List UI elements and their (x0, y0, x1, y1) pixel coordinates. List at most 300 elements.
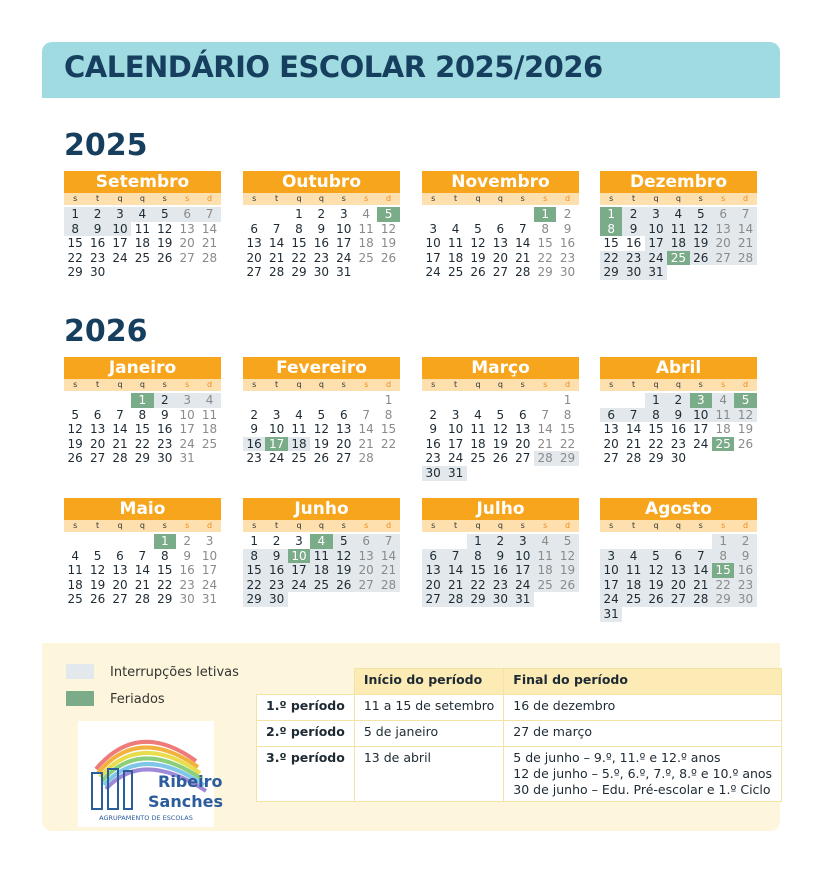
interruption-day: 22 (712, 578, 734, 593)
periods-header-blank (257, 669, 355, 695)
day-cell: 23 (425, 451, 441, 466)
day-cell: 6 (339, 407, 348, 422)
interruption-day: 14 (734, 222, 756, 237)
weekday-label: s (543, 521, 548, 530)
day-cell: 31 (179, 451, 195, 466)
interruption-day: 2 (86, 207, 108, 222)
empty-cell (310, 393, 332, 408)
interruption-day: 29 (243, 592, 265, 607)
weekday-label: s (609, 380, 614, 389)
weekday-label: s (364, 521, 369, 530)
interruption-day: 26 (333, 578, 355, 593)
interruption-day: 11 (310, 549, 332, 564)
weekday-label: d (565, 521, 571, 530)
holiday-day: 1 (600, 207, 622, 222)
day-cell: 5 (71, 407, 80, 422)
day-cell: 14 (268, 236, 285, 251)
day-cell: 28 (112, 451, 128, 466)
day-cell: 25 (470, 451, 486, 466)
weekday-label: q (497, 380, 503, 389)
day-cell: 21 (268, 250, 285, 265)
interruption-day: 15 (467, 563, 489, 578)
day-cell: 30 (559, 265, 576, 280)
interruption-day: 19 (333, 563, 355, 578)
day-cell: 8 (295, 221, 303, 236)
day-cell: 22 (537, 250, 553, 265)
legend-holidays-swatch (66, 691, 94, 706)
day-cell: 13 (246, 236, 262, 251)
interruption-day: 9 (622, 222, 644, 237)
day-cell: 9 (160, 407, 169, 422)
interruption-day: 7 (622, 408, 644, 423)
day-cell: 15 (380, 422, 397, 437)
interruption-day: 5 (690, 207, 712, 222)
periods-table (256, 668, 782, 802)
empty-cell (645, 534, 667, 549)
interruption-day: 13 (422, 563, 444, 578)
day-cell: 11 (470, 422, 486, 437)
month-calendar (600, 357, 757, 466)
holiday-day: 1 (154, 534, 176, 549)
weekday-label: q (318, 380, 324, 389)
empty-cell (355, 393, 377, 408)
weekday-label: d (743, 521, 749, 530)
interruption-day: 6 (176, 207, 198, 222)
periods-header-end: Final do período (504, 669, 782, 695)
interruption-day: 24 (600, 592, 622, 607)
empty-cell (600, 393, 622, 408)
interruption-day: 2 (667, 393, 689, 408)
day-grid (422, 393, 579, 481)
day-cell: 18 (715, 422, 731, 437)
weekday-label: q (675, 380, 681, 389)
day-cell: 16 (157, 422, 173, 437)
day-cell: 12 (89, 563, 106, 578)
interruption-day: 28 (734, 251, 756, 266)
weekday-label: q (653, 380, 659, 389)
empty-cell (467, 393, 489, 408)
interruption-day: 12 (556, 549, 578, 564)
day-cell: 23 (313, 250, 329, 265)
day-cell: 1 (563, 393, 572, 407)
weekday-header (243, 520, 400, 532)
day-cell: 18 (358, 236, 374, 251)
weekday-label: d (743, 380, 749, 389)
empty-cell (422, 207, 444, 222)
interruption-day: 27 (712, 251, 734, 266)
month-name: Abril (600, 357, 757, 379)
period-row (257, 747, 782, 802)
day-cell: 29 (157, 592, 173, 607)
empty-cell (64, 393, 86, 408)
day-cell: 15 (537, 236, 553, 251)
day-cell: 24 (425, 265, 441, 280)
day-cell: 14 (625, 422, 642, 437)
day-cell: 24 (179, 436, 195, 451)
interruption-day: 27 (422, 592, 444, 607)
day-cell: 28 (201, 250, 218, 265)
day-cell: 23 (179, 577, 195, 592)
day-cell: 28 (134, 592, 150, 607)
empty-cell (444, 207, 466, 222)
interruption-day: 1 (64, 207, 86, 222)
interruption-day: 28 (377, 578, 399, 593)
day-cell: 16 (313, 236, 329, 251)
day-cell: 26 (157, 250, 173, 265)
holiday-day: 1 (534, 207, 556, 222)
weekday-header (600, 193, 757, 205)
holiday-day: 5 (734, 393, 756, 408)
day-cell: 7 (138, 548, 147, 563)
day-cell: 4 (474, 407, 482, 422)
day-cell: 10 (268, 422, 285, 437)
day-cell: 11 (134, 221, 150, 236)
interruption-day: 9 (489, 549, 511, 564)
day-cell: 6 (250, 221, 259, 236)
year-heading-2025: 2025 (64, 128, 148, 163)
day-cell: 22 (134, 436, 150, 451)
interruption-day: 25 (534, 578, 556, 593)
weekday-label: s (431, 380, 436, 389)
interruption-day: 18 (534, 563, 556, 578)
weekday-label: s (543, 194, 548, 203)
day-cell: 21 (625, 436, 642, 451)
month-calendar (243, 171, 400, 280)
interruption-day: 24 (512, 578, 534, 593)
day-cell: 29 (648, 451, 664, 466)
weekday-label: t (275, 194, 279, 203)
interruption-day: 16 (489, 563, 511, 578)
weekday-label: s (721, 521, 726, 530)
weekday-label: d (386, 194, 392, 203)
day-cell: 16 (179, 563, 195, 578)
interruption-day: 10 (690, 408, 712, 423)
day-cell: 11 (201, 407, 218, 422)
day-cell: 20 (89, 436, 106, 451)
day-cell: 5 (317, 407, 326, 422)
empty-cell (86, 534, 108, 549)
interruption-day: 30 (622, 265, 644, 280)
interruption-day: 3 (109, 207, 131, 222)
day-cell: 26 (737, 436, 754, 451)
empty-cell (534, 393, 556, 408)
interruption-day: 1 (712, 534, 734, 549)
weekday-label: q (653, 194, 659, 203)
interruption-day: 11 (534, 549, 556, 564)
interruption-day: 23 (265, 578, 287, 593)
day-cell: 25 (447, 265, 464, 280)
month-calendar (64, 498, 221, 607)
day-cell: 23 (246, 451, 262, 466)
empty-cell (422, 534, 444, 549)
day-cell: 22 (67, 250, 83, 265)
interruption-day: 5 (645, 549, 667, 564)
interruption-day: 18 (622, 578, 644, 593)
interruption-day: 3 (645, 207, 667, 222)
month-name: Janeiro (64, 357, 221, 379)
day-cell: 7 (362, 407, 370, 422)
day-cell: 19 (89, 577, 106, 592)
weekday-label: s (252, 194, 257, 203)
school-logo (78, 721, 223, 827)
weekday-label: q (497, 521, 503, 530)
day-cell: 23 (157, 436, 173, 451)
weekday-label: s (698, 194, 703, 203)
weekday-label: q (497, 194, 503, 203)
interruption-day: 14 (690, 563, 712, 578)
day-cell: 19 (737, 422, 754, 437)
day-cell: 4 (71, 548, 80, 563)
period-start: 11 a 15 de setembro (354, 695, 503, 721)
interruption-day: 6 (600, 408, 622, 423)
weekday-label: q (139, 380, 145, 389)
day-cell: 17 (447, 436, 464, 451)
holiday-day: 15 (712, 563, 734, 578)
interruption-day: 1 (645, 393, 667, 408)
year-heading-2026: 2026 (64, 314, 148, 349)
day-cell: 14 (358, 422, 374, 437)
month-calendar (243, 357, 400, 466)
month-calendar (422, 171, 579, 280)
day-cell: 7 (272, 221, 281, 236)
day-cell: 13 (179, 221, 195, 236)
day-cell: 15 (134, 422, 150, 437)
interruption-day: 23 (622, 251, 644, 266)
weekday-label: t (275, 380, 279, 389)
interruption-day: 5 (333, 534, 355, 549)
weekday-label: d (565, 194, 571, 203)
day-cell: 15 (291, 236, 307, 251)
legend-interruptions-swatch (66, 664, 94, 679)
weekday-label: s (162, 380, 167, 389)
interruption-day: 26 (690, 251, 712, 266)
day-cell: 16 (559, 236, 576, 251)
weekday-label: s (543, 380, 548, 389)
day-cell: 27 (246, 265, 262, 280)
interruption-day: 29 (556, 451, 578, 466)
interruption-day: 6 (712, 207, 734, 222)
weekday-label: d (743, 194, 749, 203)
interruption-day: 18 (667, 236, 689, 251)
day-cell: 17 (693, 422, 709, 437)
day-cell: 21 (112, 436, 128, 451)
day-cell: 28 (268, 265, 285, 280)
day-cell: 26 (492, 451, 508, 466)
day-cell: 17 (425, 250, 441, 265)
day-cell: 19 (313, 436, 329, 451)
weekday-label: q (139, 521, 145, 530)
day-cell: 16 (625, 236, 642, 251)
weekday-label: s (431, 194, 436, 203)
interruption-day: 2 (154, 393, 176, 408)
holiday-day: 1 (131, 393, 153, 408)
month-calendar (64, 357, 221, 466)
weekday-label: q (117, 521, 123, 530)
day-grid (243, 534, 400, 607)
interruption-day: 7 (377, 534, 399, 549)
interruption-day: 10 (512, 549, 534, 564)
interruption-day: 31 (600, 607, 622, 622)
interruption-day: 21 (690, 578, 712, 593)
day-grid (64, 207, 221, 280)
interruption-day: 16 (734, 563, 756, 578)
interruption-day: 20 (712, 236, 734, 251)
day-cell: 8 (138, 407, 147, 422)
month-name: Março (422, 357, 579, 379)
day-cell: 23 (670, 436, 686, 451)
interruption-day: 8 (243, 549, 265, 564)
weekday-label: t (96, 194, 100, 203)
interruption-day: 7 (734, 207, 756, 222)
interruption-day: 27 (667, 592, 689, 607)
day-cell: 2 (563, 207, 572, 221)
day-cell: 25 (358, 250, 374, 265)
holiday-day: 25 (712, 437, 734, 452)
weekday-label: d (565, 380, 571, 389)
interruption-day: 12 (734, 408, 756, 423)
day-cell: 30 (157, 451, 173, 466)
day-cell: 20 (112, 577, 128, 592)
interruption-day: 25 (622, 592, 644, 607)
day-cell: 14 (112, 422, 128, 437)
day-cell: 14 (537, 422, 553, 437)
weekday-label: q (675, 194, 681, 203)
interruption-day: 6 (667, 549, 689, 564)
day-cell: 18 (470, 436, 486, 451)
weekday-label: t (454, 521, 458, 530)
interruption-day: 30 (265, 592, 287, 607)
interruption-day: 18 (288, 437, 310, 452)
weekday-label: s (252, 380, 257, 389)
period-end-line: 5 de junho – 9.º, 11.º e 12.º anos (513, 750, 721, 765)
day-cell: 12 (67, 422, 83, 437)
month-calendar (600, 498, 757, 622)
weekday-label: t (632, 380, 636, 389)
month-name: Novembro (422, 171, 579, 193)
interruption-day: 20 (355, 563, 377, 578)
empty-cell (622, 534, 644, 549)
weekday-header (64, 379, 221, 391)
day-cell: 27 (179, 250, 195, 265)
day-cell: 30 (179, 592, 195, 607)
day-cell: 4 (295, 407, 303, 422)
weekday-label: t (275, 521, 279, 530)
day-cell: 1 (250, 534, 259, 548)
weekday-label: t (632, 521, 636, 530)
weekday-label: q (318, 521, 324, 530)
interruption-day: 12 (645, 563, 667, 578)
interruption-day: 26 (645, 592, 667, 607)
interruption-day: 26 (556, 578, 578, 593)
interruption-day: 17 (645, 236, 667, 251)
interruption-day: 16 (243, 437, 265, 452)
interruption-day: 4 (198, 393, 220, 408)
day-cell: 14 (515, 236, 531, 251)
day-cell: 1 (295, 207, 303, 221)
day-cell: 26 (89, 592, 106, 607)
weekday-label: s (721, 194, 726, 203)
month-name: Junho (243, 498, 400, 520)
month-calendar (243, 498, 400, 607)
empty-cell (512, 207, 534, 222)
interruption-day: 24 (288, 578, 310, 593)
day-cell: 24 (268, 451, 285, 466)
interruption-day: 30 (489, 592, 511, 607)
empty-cell (86, 393, 108, 408)
day-cell: 8 (384, 407, 393, 422)
weekday-header (600, 379, 757, 391)
day-cell: 15 (648, 422, 664, 437)
day-cell: 20 (603, 436, 619, 451)
interruption-day: 8 (467, 549, 489, 564)
empty-cell (422, 393, 444, 408)
weekday-header (243, 193, 400, 205)
interruption-day: 6 (355, 534, 377, 549)
day-cell: 9 (183, 548, 191, 563)
weekday-label: s (431, 521, 436, 530)
day-cell: 29 (537, 265, 553, 280)
weekday-label: s (162, 521, 167, 530)
day-cell: 4 (451, 221, 460, 236)
empty-cell (467, 207, 489, 222)
empty-cell (690, 534, 712, 549)
period-name: 1.º período (257, 695, 355, 721)
day-cell: 3 (205, 534, 214, 548)
empty-cell (243, 393, 265, 408)
empty-cell (622, 393, 644, 408)
day-cell: 1 (384, 393, 393, 407)
interruption-day: 19 (645, 578, 667, 593)
weekday-label: s (252, 521, 257, 530)
day-grid (600, 393, 757, 466)
day-cell: 10 (425, 236, 441, 251)
day-cell: 10 (179, 407, 195, 422)
day-cell: 24 (201, 577, 218, 592)
day-cell: 9 (429, 422, 438, 437)
day-cell: 13 (112, 563, 128, 578)
interruption-day: 4 (622, 549, 644, 564)
title-banner (42, 42, 780, 98)
empty-cell (489, 207, 511, 222)
day-cell: 7 (518, 221, 527, 236)
interruption-day: 19 (690, 236, 712, 251)
interruption-day: 19 (556, 563, 578, 578)
period-name: 3.º período (257, 747, 355, 802)
interruption-day: 31 (645, 265, 667, 280)
interruption-day: 9 (265, 549, 287, 564)
day-cell: 22 (559, 436, 576, 451)
day-cell: 18 (67, 577, 83, 592)
day-cell: 19 (492, 436, 508, 451)
empty-cell (512, 393, 534, 408)
interruption-day: 28 (534, 451, 556, 466)
day-cell: 7 (541, 407, 549, 422)
day-cell: 11 (447, 236, 464, 251)
weekday-label: s (185, 194, 190, 203)
day-cell: 16 (670, 422, 686, 437)
weekday-label: s (162, 194, 167, 203)
logo-caption: AGRUPAMENTO DE ESCOLAS (99, 814, 193, 822)
interruption-day: 30 (734, 592, 756, 607)
interruption-day: 12 (690, 222, 712, 237)
day-cell: 3 (272, 407, 281, 422)
empty-cell (667, 534, 689, 549)
empty-cell (333, 393, 355, 408)
weekday-label: t (632, 194, 636, 203)
interruption-day: 3 (600, 549, 622, 564)
weekday-label: q (139, 194, 145, 203)
interruption-day: 1 (467, 534, 489, 549)
